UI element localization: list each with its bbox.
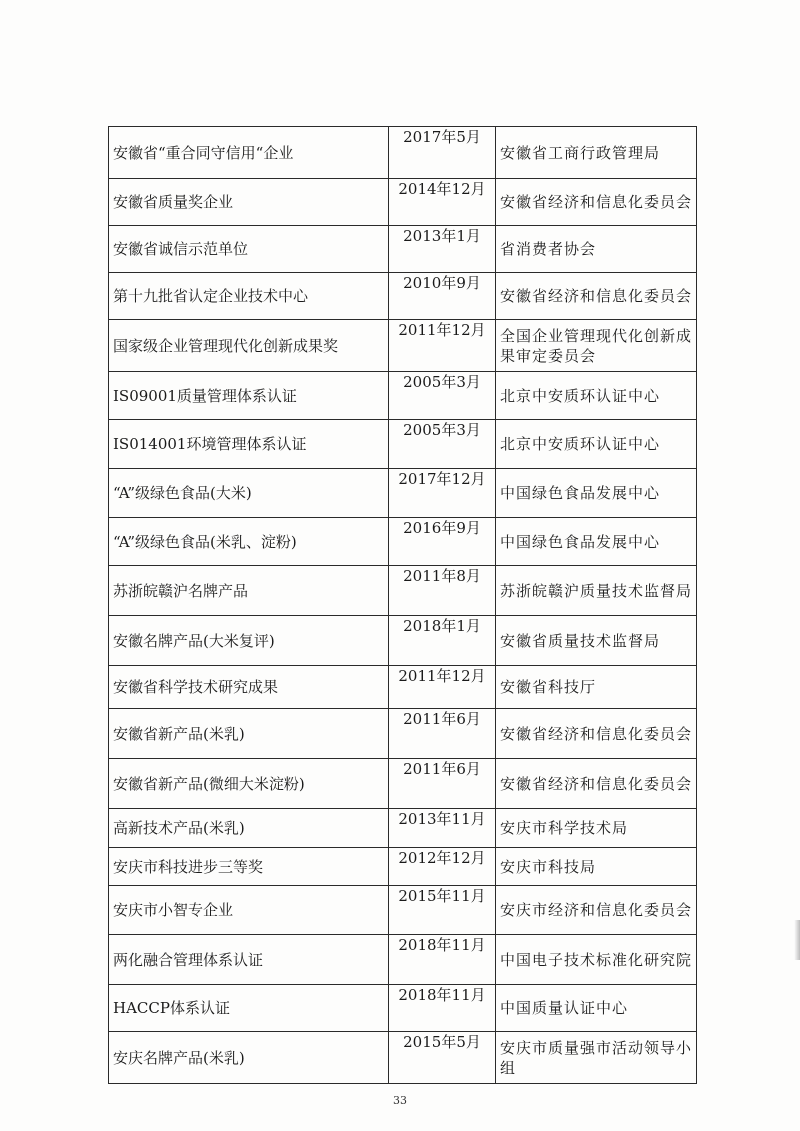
honor-name: 安庆市科技进步三等奖 — [109, 848, 389, 886]
honor-name: IS09001质量管理体系认证 — [109, 372, 389, 420]
award-date: 2011年12月 — [389, 666, 496, 709]
honor-name: 安徽省新产品(微细大米淀粉) — [109, 759, 389, 809]
honor-name: 安徽省质量奖企业 — [109, 179, 389, 226]
issuing-organization: 中国绿色食品发展中心 — [496, 469, 697, 518]
table-row — [109, 127, 697, 179]
award-date: 2016年9月 — [389, 518, 496, 566]
table-row — [109, 616, 697, 666]
honor-name: HACCP体系认证 — [109, 985, 389, 1032]
issuing-organization: 安庆市科技局 — [496, 848, 697, 886]
honor-name: 安徽名牌产品(大米复评) — [109, 616, 389, 666]
award-date: 2018年11月 — [389, 935, 496, 985]
table-row — [109, 886, 697, 935]
issuing-organization: 安庆市经济和信息化委员会 — [496, 886, 697, 935]
table-row — [109, 420, 697, 469]
award-date: 2017年5月 — [389, 127, 496, 179]
issuing-organization: 安徽省质量技术监督局 — [496, 616, 697, 666]
award-date: 2013年1月 — [389, 226, 496, 273]
table-row — [109, 709, 697, 759]
honor-name: 国家级企业管理现代化创新成果奖 — [109, 320, 389, 372]
honor-name: IS014001环境管理体系认证 — [109, 420, 389, 469]
award-date: 2011年6月 — [389, 709, 496, 759]
table-row — [109, 666, 697, 709]
issuing-organization: 安徽省经济和信息化委员会 — [496, 709, 697, 759]
issuing-organization: 安徽省工商行政管理局 — [496, 127, 697, 179]
issuing-organization: 省消费者协会 — [496, 226, 697, 273]
honor-name: 第十九批省认定企业技术中心 — [109, 273, 389, 320]
issuing-organization: 北京中安质环认证中心 — [496, 372, 697, 420]
table-row — [109, 320, 697, 372]
honor-name: 苏浙皖赣沪名牌产品 — [109, 566, 389, 616]
award-date: 2010年9月 — [389, 273, 496, 320]
issuing-organization: 安徽省经济和信息化委员会 — [496, 759, 697, 809]
honor-name: 安庆名牌产品(米乳) — [109, 1032, 389, 1084]
honor-name: “A”级绿色食品(米乳、淀粉) — [109, 518, 389, 566]
honors-table — [108, 126, 697, 1084]
honor-name: 安庆市小智专企业 — [109, 886, 389, 935]
table-row — [109, 809, 697, 848]
award-date: 2017年12月 — [389, 469, 496, 518]
table-row — [109, 372, 697, 420]
table-row — [109, 518, 697, 566]
issuing-organization: 北京中安质环认证中心 — [496, 420, 697, 469]
issuing-organization: 安徽省经济和信息化委员会 — [496, 179, 697, 226]
honor-name: 高新技术产品(米乳) — [109, 809, 389, 848]
issuing-organization: 安庆市质量强市活动领导小组 — [496, 1032, 697, 1084]
award-date: 2005年3月 — [389, 420, 496, 469]
table-row — [109, 469, 697, 518]
award-date: 2018年11月 — [389, 985, 496, 1032]
scan-edge-shadow — [794, 920, 800, 960]
table-row — [109, 985, 697, 1032]
table-row — [109, 935, 697, 985]
issuing-organization: 苏浙皖赣沪质量技术监督局 — [496, 566, 697, 616]
issuing-organization: 安庆市科学技术局 — [496, 809, 697, 848]
award-date: 2011年6月 — [389, 759, 496, 809]
award-date: 2005年3月 — [389, 372, 496, 420]
issuing-organization: 全国企业管理现代化创新成果审定委员会 — [496, 320, 697, 372]
honor-name: 两化融合管理体系认证 — [109, 935, 389, 985]
issuing-organization: 中国电子技术标准化研究院 — [496, 935, 697, 985]
honor-name: “A”级绿色食品(大米) — [109, 469, 389, 518]
honor-name: 安徽省诚信示范单位 — [109, 226, 389, 273]
honor-name: 安徽省科学技术研究成果 — [109, 666, 389, 709]
award-date: 2018年1月 — [389, 616, 496, 666]
award-date: 2014年12月 — [389, 179, 496, 226]
award-date: 2011年8月 — [389, 566, 496, 616]
honor-name: 安徽省“重合同守信用“企业 — [109, 127, 389, 179]
table-row — [109, 848, 697, 886]
issuing-organization: 中国质量认证中心 — [496, 985, 697, 1032]
award-date: 2011年12月 — [389, 320, 496, 372]
table-row — [109, 566, 697, 616]
table-row — [109, 273, 697, 320]
issuing-organization: 中国绿色食品发展中心 — [496, 518, 697, 566]
issuing-organization: 安徽省科技厅 — [496, 666, 697, 709]
issuing-organization: 安徽省经济和信息化委员会 — [496, 273, 697, 320]
table-row — [109, 226, 697, 273]
table-row — [109, 759, 697, 809]
award-date: 2015年11月 — [389, 886, 496, 935]
honor-name: 安徽省新产品(米乳) — [109, 709, 389, 759]
page-number: 33 — [393, 1094, 407, 1107]
table-row — [109, 179, 697, 226]
table-row — [109, 1032, 697, 1084]
award-date: 2013年11月 — [389, 809, 496, 848]
award-date: 2015年5月 — [389, 1032, 496, 1084]
award-date: 2012年12月 — [389, 848, 496, 886]
